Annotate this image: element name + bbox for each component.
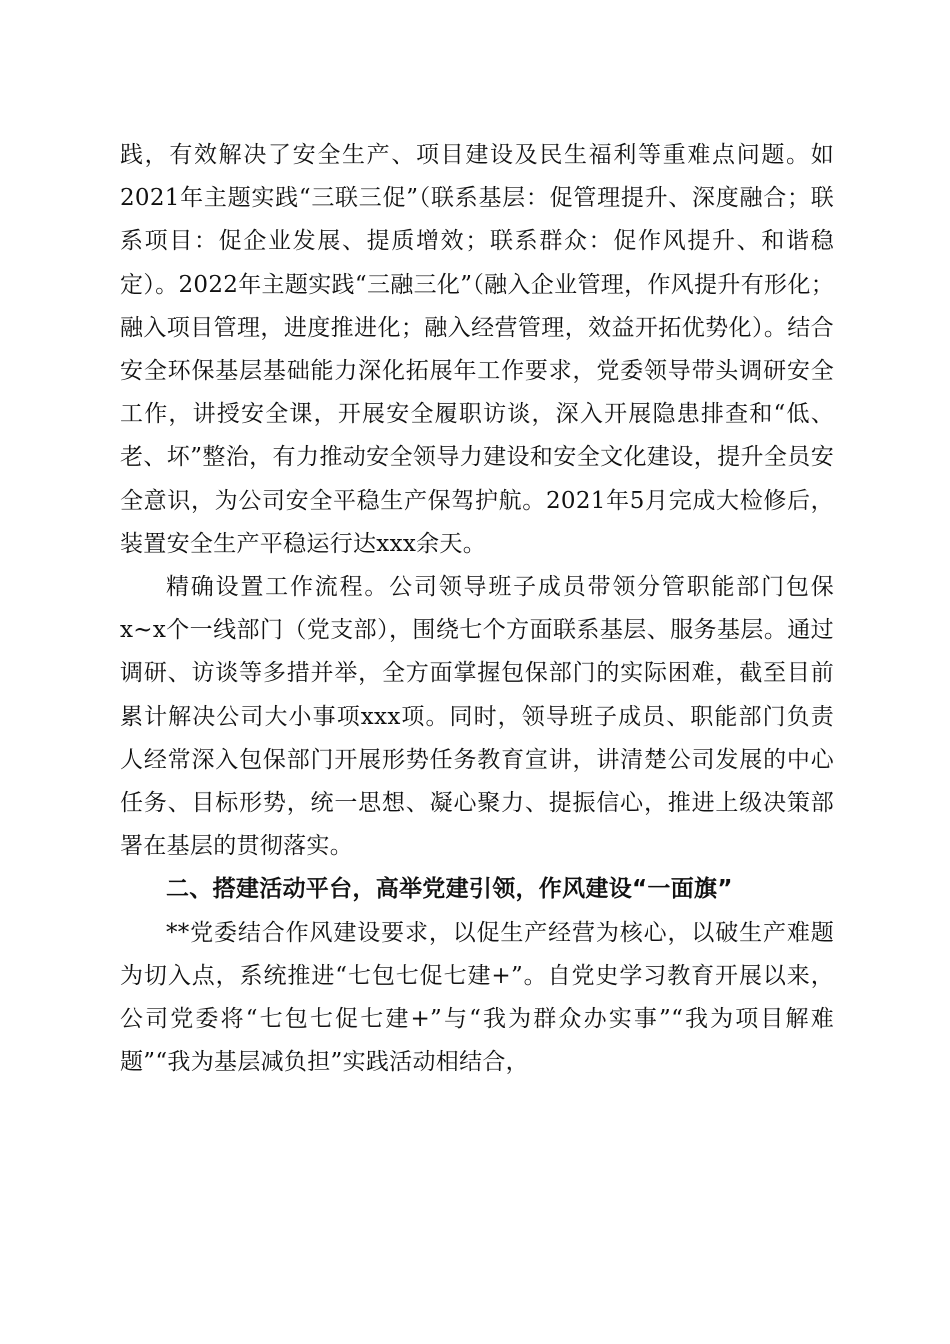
paragraph-work-process: 精确设置工作流程。公司领导班子成员带领分管职能部门包保x~x个一线部门（党支部），围绕七个方面联系基层、服务基层。通过调研、访谈等多措并举，全方面掌握包保部门的实际困难，截至目前累计解决公司大小事项xxx项。同时，领导班子成员、职能部门负责人经常深入包保部门开展形势任务教育宣讲，讲清楚公司发展的中心任务、目标形势，统一思想、凝心聚力、提振信心，推进上级决策部署在基层的贯彻落实。 — [120, 574, 834, 860]
document-page — [120, 134, 834, 1084]
paragraph-party-committee: **党委结合作风建设要求，以促生产经营为核心，以破生产难题为切入点，系统推进“七包七促七建+”。自党史学习教育开展以来，公司党委将“七包七促七建+”与“我为群众办实事”“我为项目解难题”“我为基层减负担”实践活动相结合， — [120, 919, 834, 1076]
section-heading: 二、搭建活动平台，高举党建引领，作风建设“一面旗” — [166, 876, 733, 903]
paragraph-safety-practice: 践，有效解决了安全生产、项目建设及民生福利等重难点问题。如2021年主题实践“三联三促”（联系基层：促管理提升、深度融合；联系项目：促企业发展、提质增效；联系群众：促作风提升、和谐稳定）。2022年主题实践“三融三化”（融入企业管理，作风提升有形化；融入项目管理，进度推进化；融入经营管理，效益开拓优势化）。结合安全环保基层基础能力深化拓展年工作要求，党委领导带头调研安全工作，讲授安全课，开展安全履职访谈，深入开展隐患排查和“低、老、坏”整治，有力推动安全领导力建设和安全文化建设，提升全员安全意识，为公司安全平稳生产保驾护航。2021年5月完成大检修后，装置安全生产平稳运行达xxx余天。 — [120, 142, 834, 557]
